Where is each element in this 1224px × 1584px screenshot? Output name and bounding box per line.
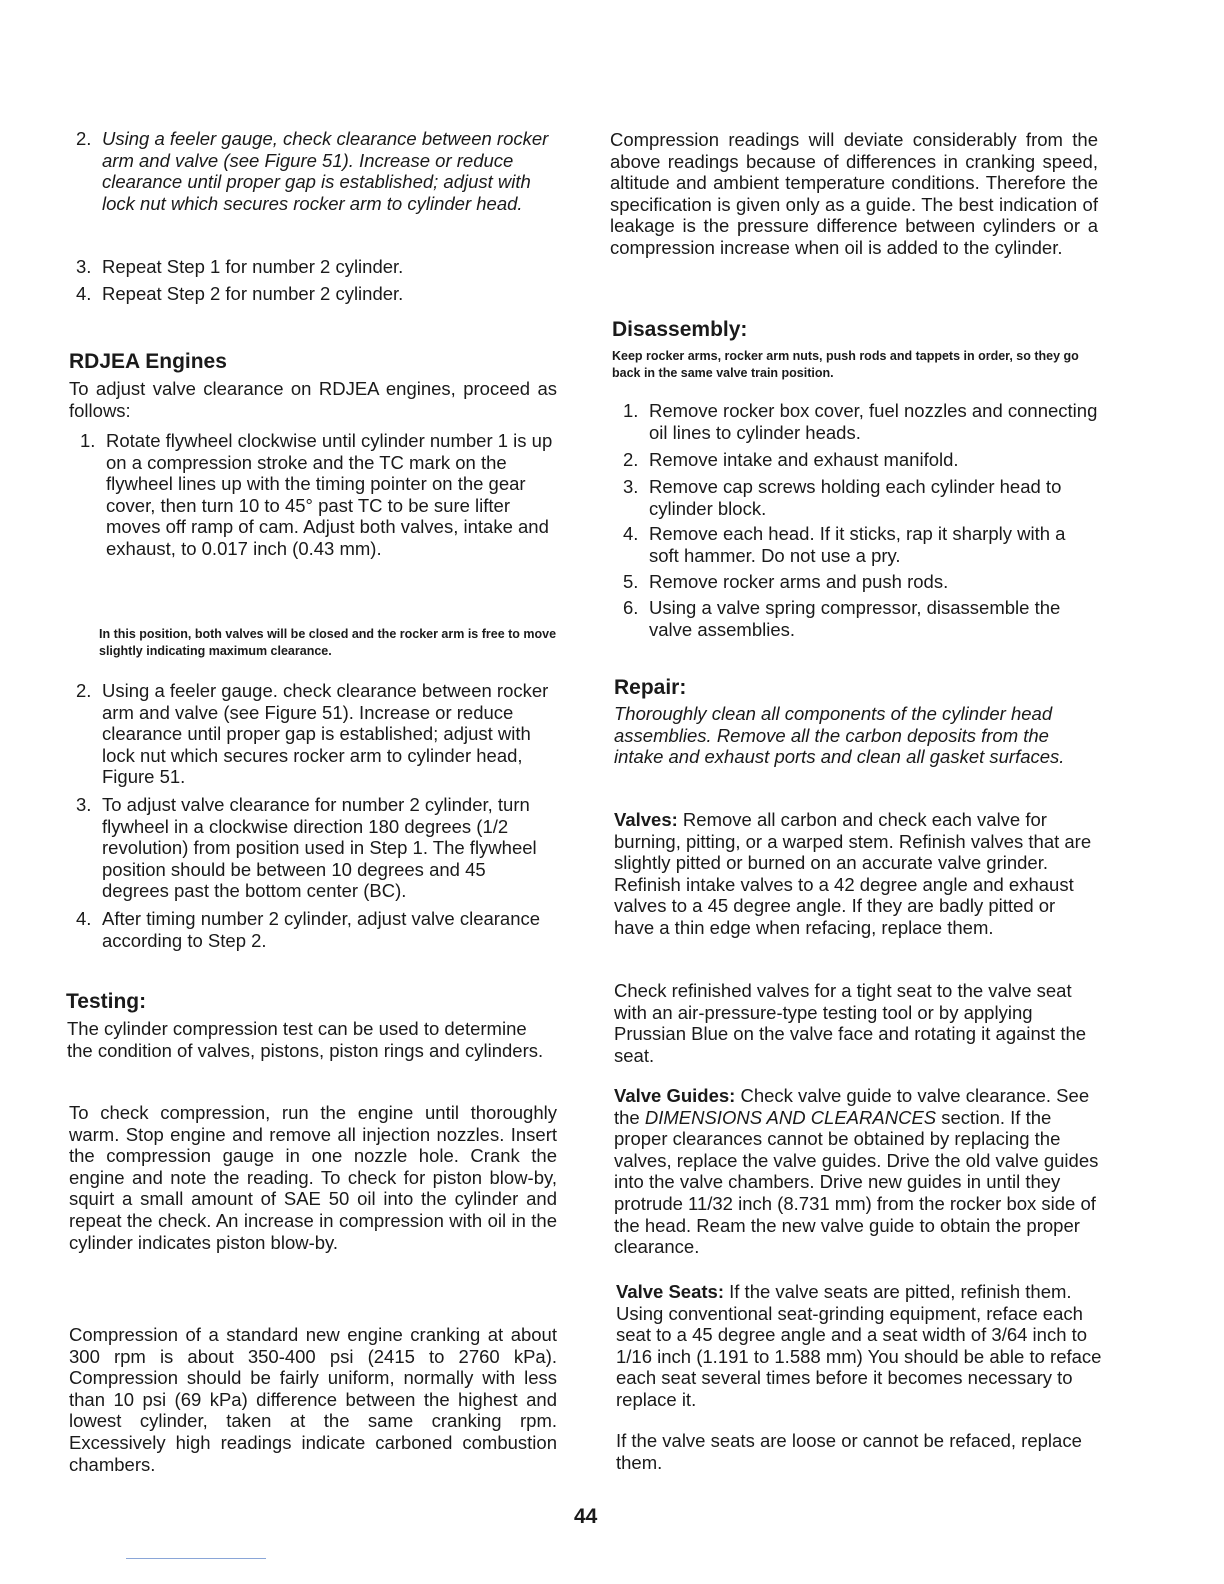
step-text: Repeat Step 1 for number 2 cylinder. bbox=[102, 256, 404, 277]
dimensions-reference: DIMENSIONS AND CLEARANCES bbox=[644, 1106, 937, 1128]
valves-paragraph bbox=[614, 809, 1100, 939]
section-heading-disassembly: Disassembly: bbox=[612, 318, 748, 341]
step-number: 3. bbox=[76, 794, 92, 815]
step-number: 2. bbox=[76, 680, 92, 701]
step-text: Remove rocker arms and push rods. bbox=[649, 571, 949, 592]
step-text: To adjust valve clearance for number 2 cylinder, turn flywheel in a clockwise direction 180 degrees (1/2 revolution) from position used in Step 1. The flywheel position should be between 10 degrees and 45 degrees past the bottom center (BC). bbox=[102, 794, 537, 902]
compression-paragraph: Compression readings will deviate considerably from the above readings because of differences in cranking speed, altitude and ambient temperature conditions. Therefore the specification is given only as a guide. The best indication of leakage is the pressure difference between cylinders or a compression increase when oil is added to the cylinder. bbox=[610, 129, 1098, 258]
valve-seats-paragraph bbox=[616, 1281, 1102, 1411]
step-text: Using a feeler gauge, check clearance between rocker arm and valve (see Figure 51). Increase or reduce clearance until proper gap is established; adjust with lock nut which secures rocker arm to cylinder head. bbox=[102, 128, 549, 214]
valve-guides-text-cont: section. If the proper clearances cannot be obtained by replacing the valves, replace the valve guides. Drive the old valve guides into the valve chambers. Drive new guides in until they protrude 11/32 inch (8.731 mm) from the rocker box side of the head. Ream the new valve guide to obtain the proper clearance. bbox=[614, 1106, 1099, 1258]
testing-paragraph: To check compression, run the engine until thoroughly warm. Stop engine and remove all injection nozzles. Insert the compression gauge in one nozzle hole. Crank the engine and note the reading. To check for piston blow-by, squirt a small amount of SAE 50 oil into the cylinder and repeat the check. An increase in compression with oil in the cylinder indicates piston blow-by. bbox=[69, 1102, 557, 1253]
valve-guides-label: Valve Guides: bbox=[614, 1085, 736, 1106]
step-text: Remove rocker box cover, fuel nozzles and connecting oil lines to cylinder heads. bbox=[649, 400, 1098, 443]
repair-intro: Thoroughly clean all components of the cylinder head assemblies. Remove all the carbon deposits from the intake and exhaust ports and clean all gasket surfaces. bbox=[614, 703, 1065, 768]
valve-guides-text: Check valve guide to valve clearance. See the bbox=[614, 1085, 1090, 1128]
section-heading-rdjea: RDJEA Engines bbox=[69, 350, 227, 373]
valve-guides-paragraph bbox=[614, 1085, 1100, 1258]
step-number: 1. bbox=[80, 430, 96, 451]
footer-rule bbox=[126, 1558, 266, 1559]
step-number: 3. bbox=[76, 256, 92, 277]
valves-text: Remove all carbon and check each valve for burning, pitting, or a warped stem. Refinish valves that are slightly pitted or burned on an accurate valve grinder. Refinish intake valves to a 42 degree angle and exhaust valves to a 45 degree angle. If they are badly pitted or have a thin edge when refacing, replace them. bbox=[614, 809, 1092, 938]
rdjea-intro: To adjust valve clearance on RDJEA engines, proceed as follows: bbox=[69, 378, 557, 421]
step-number: 6. bbox=[623, 597, 639, 618]
step-number: 2. bbox=[623, 449, 639, 470]
step-number: 4. bbox=[76, 908, 92, 929]
step-text: Remove cap screws holding each cylinder head to cylinder block. bbox=[649, 476, 1062, 519]
valves-label: Valves: bbox=[614, 809, 678, 830]
section-heading-testing: Testing: bbox=[66, 990, 147, 1013]
section-heading-repair: Repair: bbox=[614, 676, 687, 699]
page-number: 44 bbox=[574, 1505, 598, 1528]
step-text: Rotate flywheel clockwise until cylinder number 1 is up on a compression stroke and the TC mark on the flywheel lines up with the timing pointer on the gear cover, then turn 10 to 45° past TC to be sure lifter moves off ramp of cam. Adjust both valves, intake and exhaust, to 0.017 inch (0.43 mm). bbox=[106, 430, 553, 559]
step-number: 1. bbox=[623, 400, 639, 421]
valve-seats-label: Valve Seats: bbox=[616, 1281, 724, 1302]
testing-paragraph: The cylinder compression test can be used to determine the condition of valves, pistons, piston rings and cylinders. bbox=[67, 1018, 544, 1061]
disassembly-note: Keep rocker arms, rocker arm nuts, push rods and tappets in order, so they go back in the same valve train position. bbox=[612, 349, 1079, 380]
step-number: 4. bbox=[76, 283, 92, 304]
testing-paragraph: Compression of a standard new engine cranking at about 300 rpm is about 350-400 psi (2415 to 2760 kPa). Compression should be fairly uniform, normally with less than 10 psi (69 kPa) difference between the highest and lowest cylinder, taken at the same cranking rpm. Excessively high readings indicate carboned combustion chambers. bbox=[69, 1324, 557, 1475]
step-text: After timing number 2 cylinder, adjust valve clearance according to Step 2. bbox=[102, 908, 541, 951]
step-text: Remove intake and exhaust manifold. bbox=[649, 449, 959, 470]
step-text: Using a feeler gauge. check clearance between rocker arm and valve (see Figure 51). Increase or reduce clearance until proper gap is established; adjust with lock nut which secures rocker arm to cylinder head, Figure 51. bbox=[102, 680, 549, 788]
step-number: 3. bbox=[623, 476, 639, 497]
position-note: In this position, both valves will be closed and the rocker arm is free to move slightly indicating maximum clearance. bbox=[99, 627, 557, 658]
step-text: Repeat Step 2 for number 2 cylinder. bbox=[102, 283, 404, 304]
loose-seats-paragraph: If the valve seats are loose or cannot be refaced, replace them. bbox=[616, 1430, 1082, 1473]
step-number: 5. bbox=[623, 571, 639, 592]
step-number: 2. bbox=[76, 128, 92, 149]
step-text: Remove each head. If it sticks, rap it sharply with a soft hammer. Do not use a pry. bbox=[649, 523, 1066, 566]
step-text: Using a valve spring compressor, disassemble the valve assemblies. bbox=[649, 597, 1061, 640]
step-number: 4. bbox=[623, 523, 639, 544]
valve-seats-text: If the valve seats are pitted, refinish them. Using conventional seat-grinding equipment, reface each seat to a 45 degree angle and a seat width of 3/64 inch to 1/16 inch (1.191 to 1.588 mm) You should be able to reface each seat several times before it becomes necessary to replace it. bbox=[616, 1281, 1102, 1410]
check-paragraph: Check refinished valves for a tight seat to the valve seat with an air-pressure-type testing tool or by applying Prussian Blue on the valve face and rotating it against the seat. bbox=[614, 980, 1087, 1066]
